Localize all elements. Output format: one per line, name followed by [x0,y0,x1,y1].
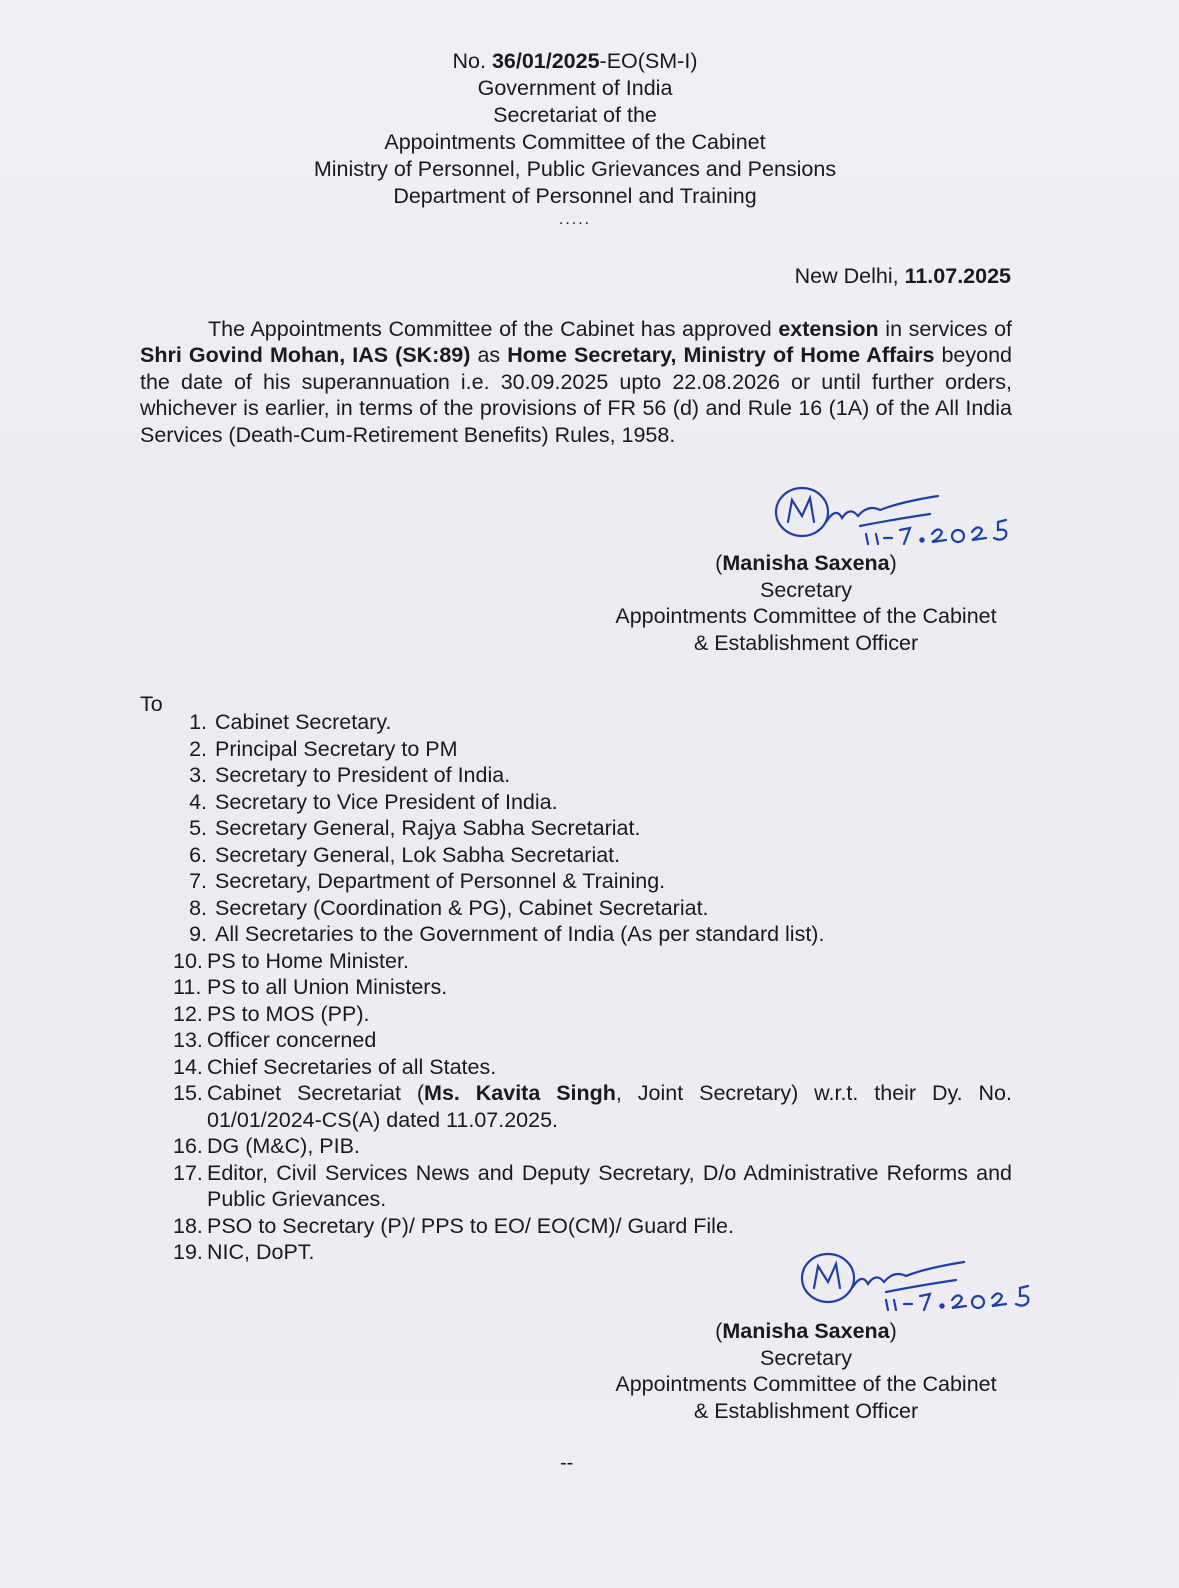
signatory-block [592,1318,1020,1424]
list-item: 1. Cabinet Secretary. [189,710,392,734]
signatory-org: Appointments Committee of the Cabinet [615,604,997,629]
header-line-ministry: Ministry of Personnel, Public Grievances and Pensions [313,157,837,181]
list-item: 18. PSO to Secretary (P)/ PPS to EO/ EO(CM)/ Guard File. [173,1213,734,1238]
header-separator: ..... [558,211,592,228]
signatory-name: (Manisha Saxena) [715,1319,897,1343]
letter-header [140,48,1010,230]
signatory-title: Secretary [759,1345,852,1370]
list-item: 8. Secretary (Coordination & PG), Cabinet Secretariat. [189,895,709,920]
list-item: 6. Secretary General, Lok Sabha Secretariat. [189,842,621,867]
list-item: 9. All Secretaries to the Government of India (As per standard list). [189,922,825,946]
page-end-marker: -- [560,1452,574,1474]
list-item: 5. Secretary General, Rajya Sabha Secretariat. [189,816,641,840]
signatory-org-2: & Establishment Officer [693,630,919,655]
signatory-title: Secretary [759,577,852,602]
to-label: To [140,692,163,716]
place-date: New Delhi, 11.07.2025 [794,264,1011,288]
header-line-govt: Government of India [477,76,673,100]
list-item: 2. Principal Secretary to PM [189,736,458,761]
reference-number: No. 36/01/2025-EO(SM-I) [452,49,698,73]
signatory-org-2: & Establishment Officer [693,1398,919,1423]
list-item: 11. PS to all Union Ministers. [173,975,448,999]
list-item: 16. DG (M&C), PIB. [173,1134,360,1158]
list-item: 3. Secretary to President of India. [189,763,511,787]
list-item: 14. Chief Secretaries of all States. [173,1054,497,1079]
handwritten-signature [770,482,1070,552]
header-line-acc: Appointments Committee of the Cabinet [384,130,766,154]
header-line-department: Department of Personnel and Training [393,184,757,208]
list-item: 7. Secretary, Department of Personnel & Training. [189,869,666,893]
order-paragraph: The Appointments Committee of the Cabinet has approved extension in services of Shri Govind Mohan, IAS (SK:89) as Home Secretary, Ministry of Home Affairs beyond the date of his superannuation i.e. 30.09.2025 upto 22.08.2026 or until further orders, whichever is earlier, in terms of the provisions of FR 56 (d) and Rule 16 (1A) of the All India Services (Death-Cum-Retirement Benefits) Rules, 1958. [140,317,1012,447]
recipient-list [140,709,1012,1266]
list-item: 12. PS to MOS (PP). [173,1001,370,1026]
list-item: 19. NIC, DoPT. [173,1240,315,1264]
list-item: 17. Editor, Civil Services News and Deputy Secretary, D/o Administrative Reforms and Public Grievances. [173,1160,1012,1211]
list-item: 4. Secretary to Vice President of India. [189,789,558,814]
header-line-secretariat: Secretariat of the [493,103,657,127]
list-item: 15. Cabinet Secretariat (Ms. Kavita Singh, Joint Secretary) w.r.t. their Dy. No. 01/01/2024-CS(A) dated 11.07.2025. [173,1081,1012,1132]
signatory-block [592,550,1020,656]
signatory-org: Appointments Committee of the Cabinet [615,1372,997,1397]
handwritten-signature [796,1248,1096,1318]
signatory-name: (Manisha Saxena) [715,551,897,575]
list-item: 13. Officer concerned [173,1028,377,1052]
list-item: 10. PS to Home Minister. [173,948,409,973]
